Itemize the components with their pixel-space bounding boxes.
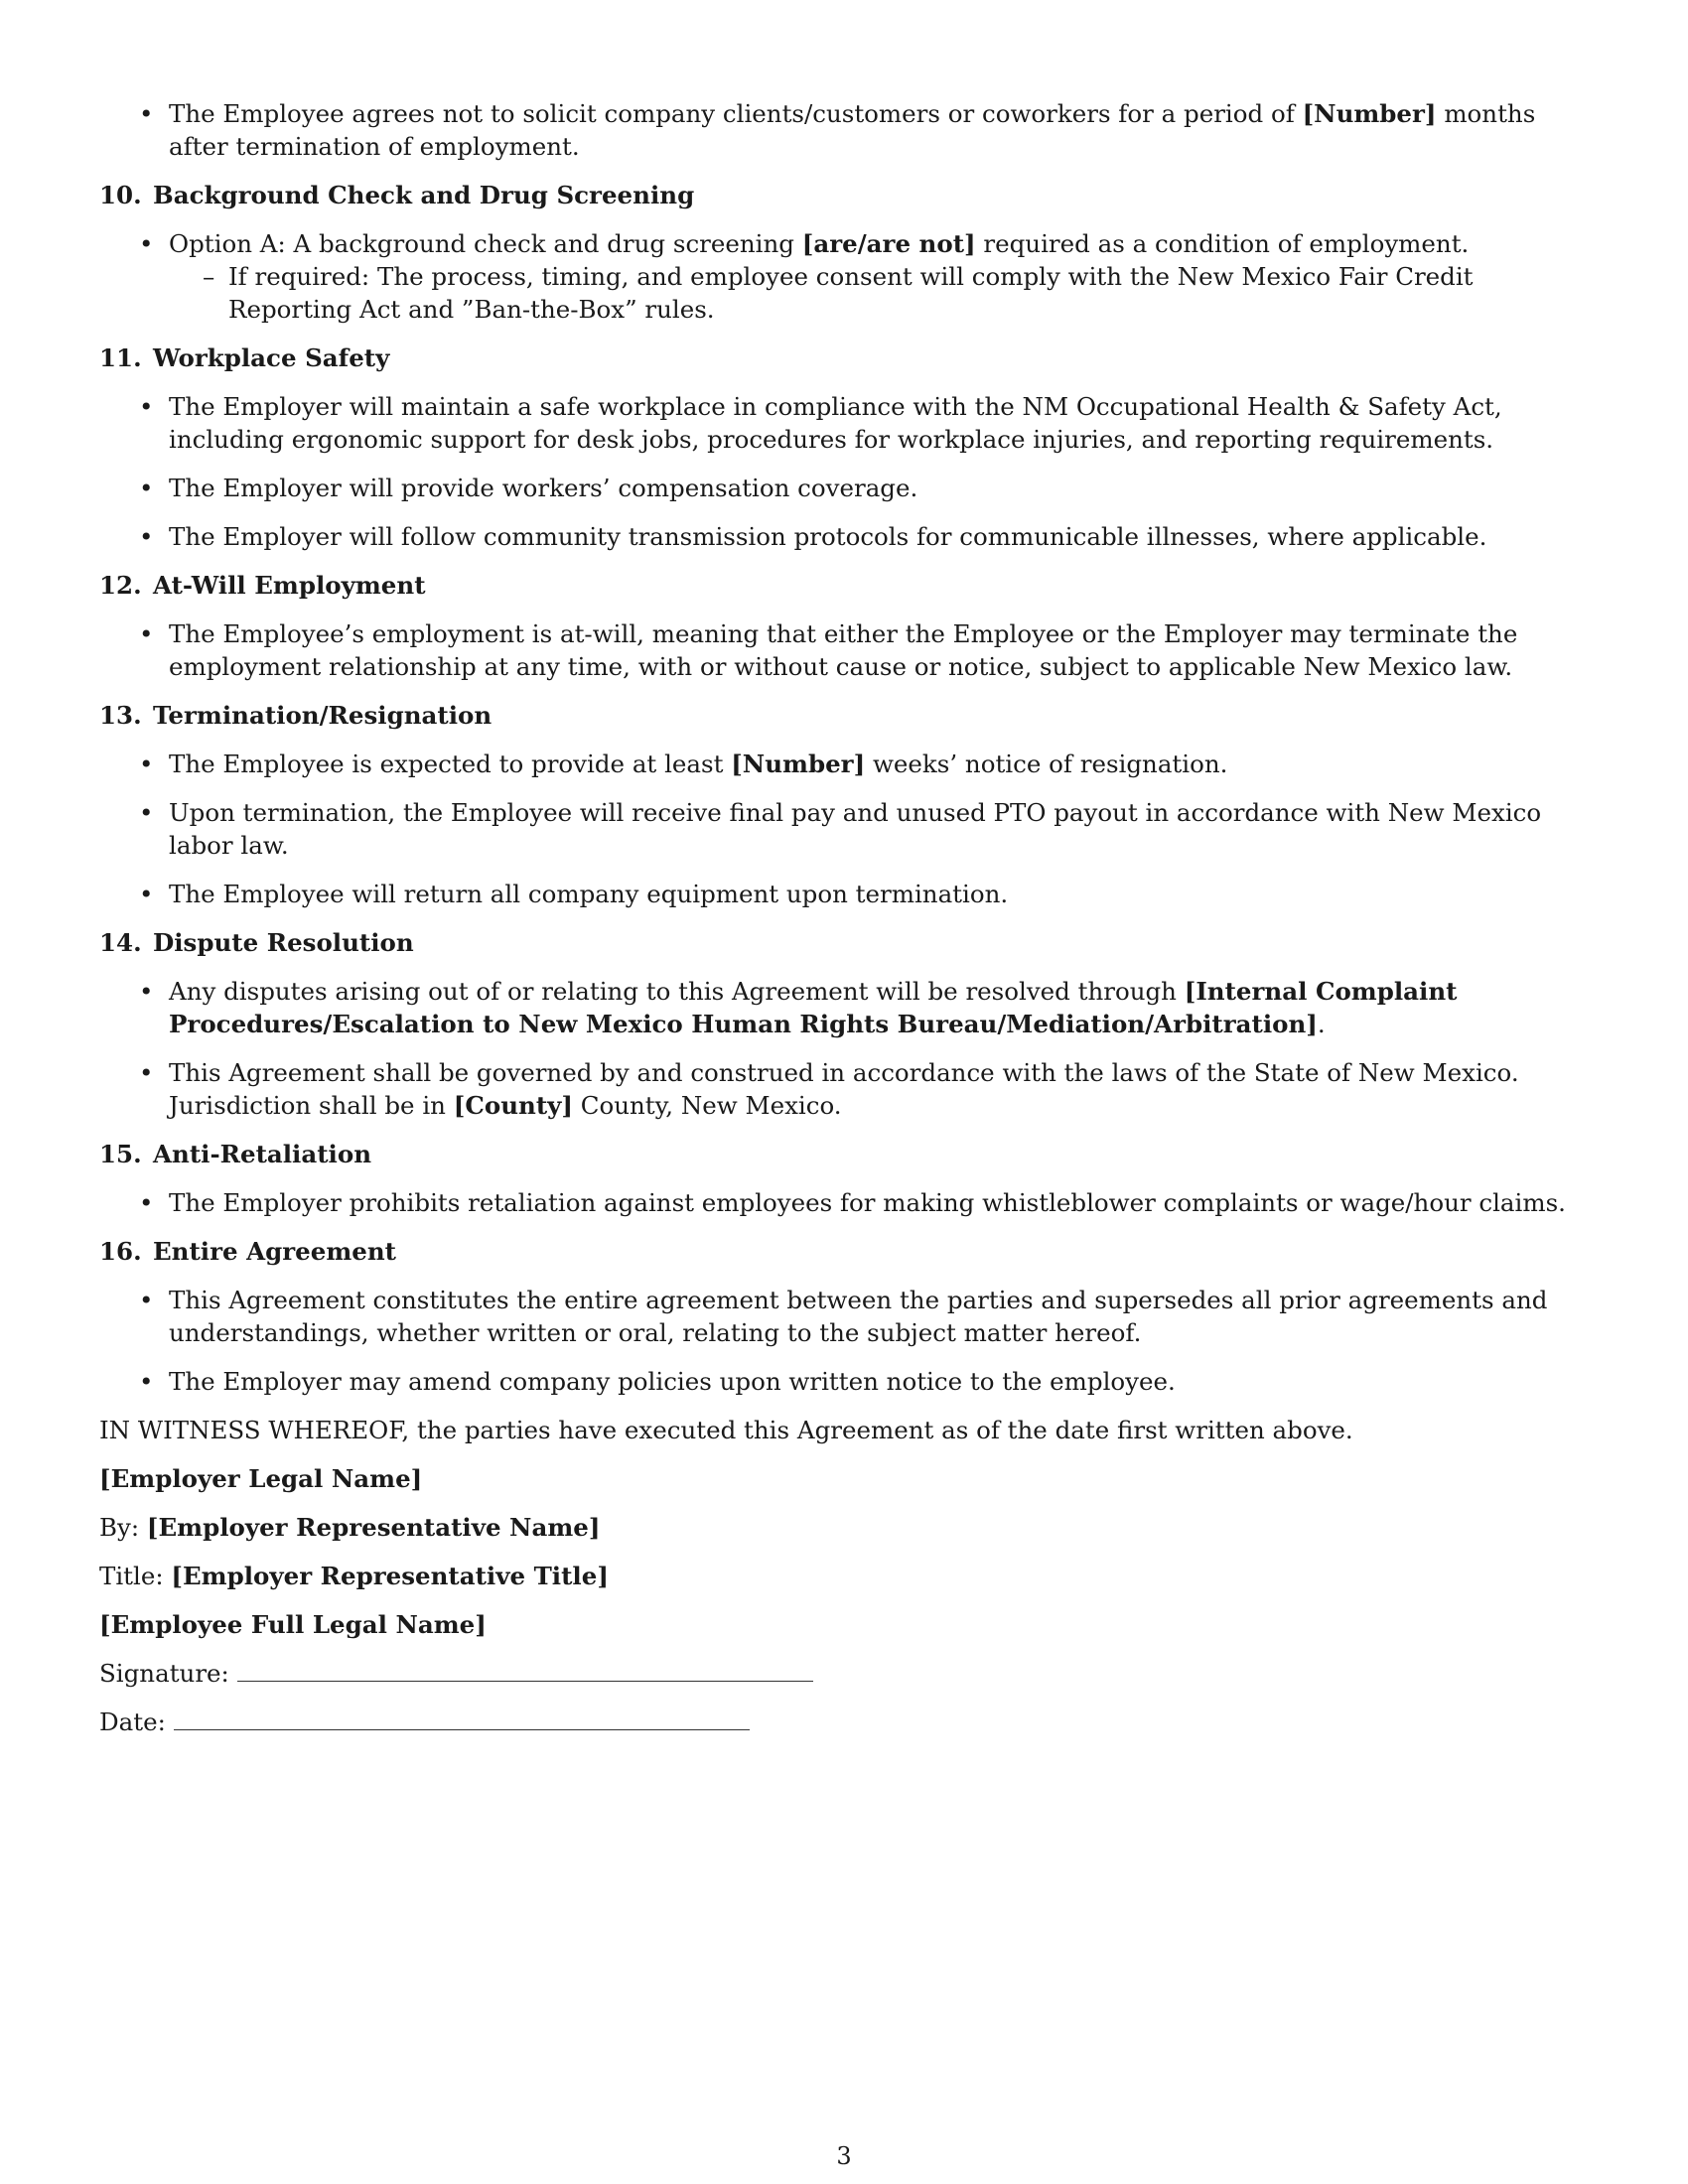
signature-field[interactable] [237, 1659, 813, 1682]
termination-bullet-2: • Upon termination, the Employee will receive final pay and unused PTO payout in accordance with New Mexico labor law. [99, 796, 1589, 862]
section-heading-11: 11. Workplace Safety [99, 343, 390, 372]
employee-name-line: [Employee Full Legal Name] [99, 1610, 487, 1639]
witness-statement: IN WITNESS WHEREOF, the parties have executed this Agreement as of the date first written above. [99, 1416, 1353, 1444]
section-heading-10: 10. Background Check and Drug Screening [99, 181, 695, 209]
title-line: Title: [Employer Representative Title] [99, 1562, 609, 1590]
by-line: By: [Employer Representative Name] [99, 1513, 601, 1542]
placeholder-are-not: [are/are not] [801, 229, 976, 258]
background-check-subitem: – If required: The process, timing, and employee consent will comply with the New Mexico Fair Credit Reporting Act and ”Ban-the-Box” rules. [99, 260, 1589, 326]
termination-bullet-3: • The Employee will return all company equipment upon termination. [99, 878, 1589, 910]
entire-agreement-bullet-2: • The Employer may amend company policies upon written notice to the employee. [99, 1365, 1589, 1398]
placeholder-dispute-method: [Internal Complaint Procedures/Escalation to New Mexico Human Rights Bureau/Mediation/Arbitration] [169, 977, 1458, 1038]
page-number: 3 [836, 2142, 852, 2170]
non-solicit-bullet: • The Employee agrees not to solicit company clients/customers or coworkers for a period of [Number] months after termination of employment. [99, 97, 1589, 163]
workplace-safety-bullet-3: • The Employer will follow community transmission protocols for communicable illnesses, where applicable. [99, 520, 1589, 553]
workplace-safety-bullet-2: • The Employer will provide workers’ compensation coverage. [99, 472, 1589, 504]
section-heading-15: 15. Anti-Retaliation [99, 1140, 372, 1168]
signature-line: Signature: [99, 1657, 1589, 1690]
date-field[interactable] [174, 1707, 750, 1730]
date-line: Date: [99, 1706, 1589, 1738]
placeholder-number: [Number] [731, 750, 866, 778]
section-heading-12: 12. At-Will Employment [99, 571, 426, 600]
placeholder-county: [County] [453, 1091, 573, 1120]
background-check-bullet: • Option A: A background check and drug screening [are/are not] required as a condition of employment. [99, 227, 1589, 260]
document-page [99, 97, 1589, 1754]
termination-bullet-1: • The Employee is expected to provide at least [Number] weeks’ notice of resignation. [99, 748, 1589, 780]
placeholder-number: [Number] [1302, 99, 1437, 128]
section-heading-16: 16. Entire Agreement [99, 1237, 396, 1266]
section-heading-13: 13. Termination/Resignation [99, 701, 492, 730]
at-will-bullet: • The Employee’s employment is at-will, meaning that either the Employee or the Employer may terminate the employment relationship at any time, with or without cause or notice, subject to applicable New Mexico law. [99, 617, 1589, 683]
section-heading-14: 14. Dispute Resolution [99, 928, 414, 957]
entire-agreement-bullet-1: • This Agreement constitutes the entire agreement between the parties and supersedes all prior agreements and understandings, whether written or oral, relating to the subject matter hereof. [99, 1284, 1589, 1349]
employer-name-line: [Employer Legal Name] [99, 1464, 423, 1493]
workplace-safety-bullet-1: • The Employer will maintain a safe workplace in compliance with the NM Occupational Health & Safety Act, including ergonomic support for desk jobs, procedures for workplace injuries, and reporting requirements. [99, 390, 1589, 456]
anti-retaliation-bullet: • The Employer prohibits retaliation against employees for making whistleblower complaints or wage/hour claims. [99, 1186, 1589, 1219]
dispute-bullet-1: • Any disputes arising out of or relating to this Agreement will be resolved through [Internal Complaint Procedures/Escalation to New Mexico Human Rights Bureau/Mediation/Arbitration]. [99, 975, 1589, 1040]
dispute-bullet-2: • This Agreement shall be governed by and construed in accordance with the laws of the State of New Mexico. Jurisdiction shall be in [County] County, New Mexico. [99, 1056, 1589, 1122]
